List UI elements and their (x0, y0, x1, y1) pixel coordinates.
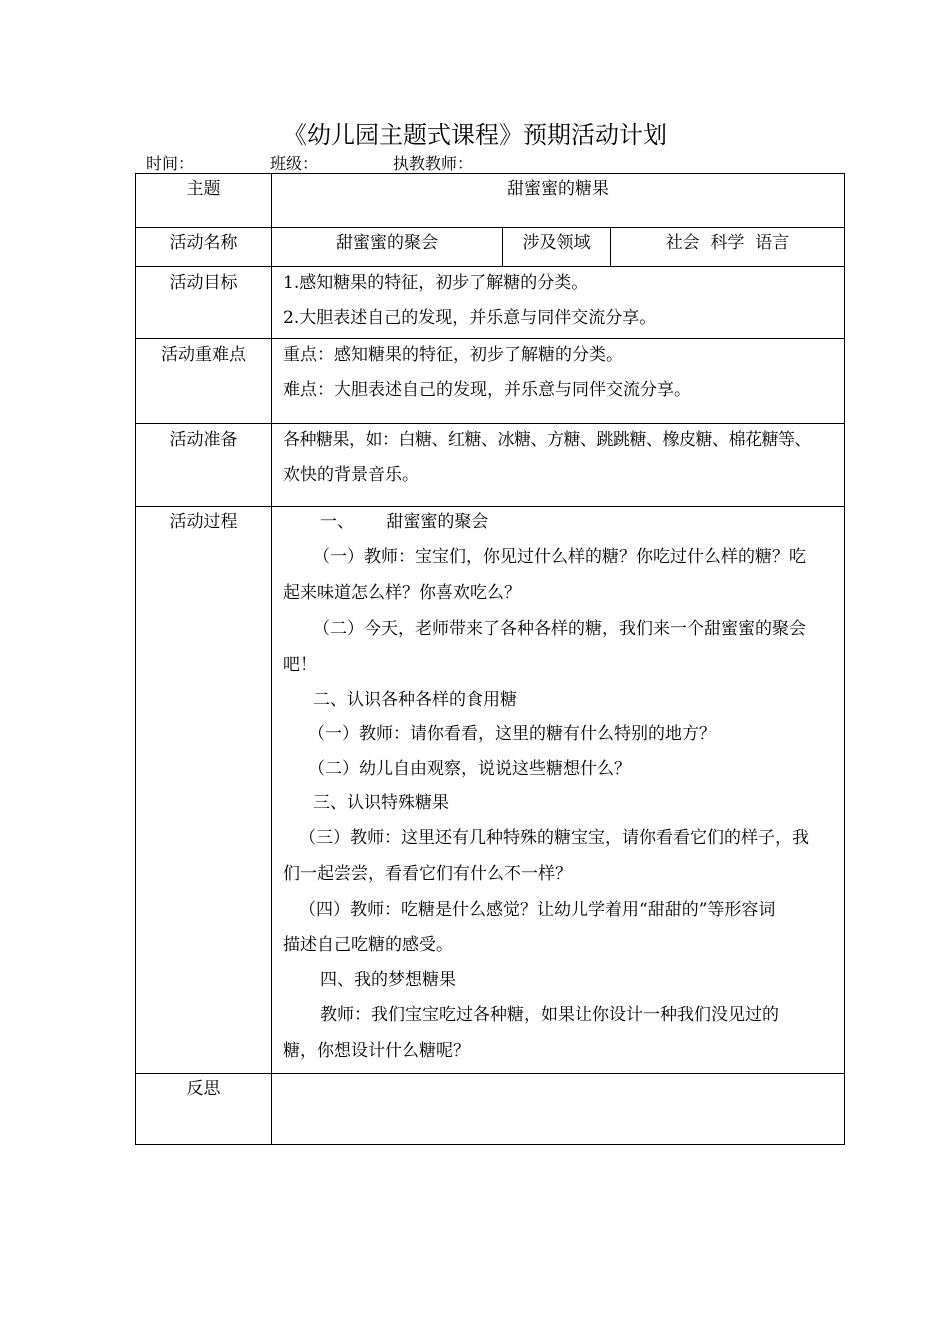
time-label: 时间： (146, 154, 195, 173)
process-line: （二）今天，老师带来了各种各样的糖，我们来一个甜蜜蜜的聚会 (313, 619, 806, 639)
process-line: 们一起尝尝，看看它们有什么不一样？ (283, 864, 572, 884)
table-column-divider (271, 173, 272, 1145)
reflection-label: 反思 (186, 1079, 221, 1099)
process-heading: 三、认识特殊糖果 (313, 793, 449, 813)
row-divider (135, 1073, 845, 1074)
row-divider (135, 266, 845, 267)
page-title: 《幼儿园主题式课程》预期活动计划 (283, 121, 667, 149)
class-label: 班级： (270, 154, 319, 173)
domain-value: 社会 科学 语言 (665, 233, 790, 253)
theme-value: 甜蜜蜜的糖果 (507, 179, 609, 199)
prep-line: 欢快的背景音乐。 (283, 465, 419, 485)
process-heading: 一、 甜蜜蜜的聚会 (320, 512, 489, 532)
process-line: （三）教师：这里还有几种特殊的糖宝宝，请你看看它们的样子，我 (299, 828, 809, 848)
process-line: 起来味道怎么样？你喜欢吃么？ (283, 583, 521, 603)
table-border-top (135, 173, 845, 174)
prep-line: 各种糖果，如：白糖、红糖、冰糖、方糖、跳跳糖、橡皮糖、棉花糖等、 (283, 430, 811, 450)
table-border-right (844, 173, 845, 1145)
row-divider (135, 506, 845, 507)
goals-label: 活动目标 (169, 273, 238, 293)
table-border-left (135, 173, 136, 1145)
process-heading: 二、认识各种各样的食用糖 (313, 690, 517, 710)
key-point-line: 重点：感知糖果的特征，初步了解糖的分类。 (283, 345, 623, 365)
goal-line: 1.感知糖果的特征，初步了解糖的分类。 (283, 273, 589, 293)
goal-line: 2.大胆表述自己的发现，并乐意与同伴交流分享。 (283, 308, 657, 328)
key-points-label: 活动重难点 (161, 345, 246, 365)
domain-label: 涉及领域 (522, 233, 591, 253)
row-divider (135, 227, 845, 228)
process-line: （一）教师：宝宝们，你见过什么样的糖？你吃过什么样的糖？吃 (313, 547, 806, 567)
prep-label: 活动准备 (169, 430, 238, 450)
process-line: 描述自己吃糖的感受。 (283, 935, 453, 955)
theme-label: 主题 (186, 179, 221, 199)
process-line: 糖，你想设计什么糖呢？ (283, 1041, 470, 1061)
table-border-bottom (135, 1144, 845, 1145)
process-line: 吧！ (283, 655, 317, 675)
row-divider (135, 423, 845, 424)
difficulty-line: 难点：大胆表述自己的发现，并乐意与同伴交流分享。 (283, 380, 691, 400)
process-label: 活动过程 (169, 512, 238, 532)
process-line: 教师：我们宝宝吃过各种糖，如果让你设计一种我们没见过的 (320, 1005, 779, 1025)
teacher-label: 执教教师： (393, 154, 474, 173)
process-line: （二）幼儿自由观察，说说这些糖想什么？ (308, 759, 631, 779)
process-line: （一）教师：请你看看，这里的糖有什么特别的地方？ (308, 724, 716, 744)
activity-name-label: 活动名称 (169, 233, 238, 253)
process-line: （四）教师：吃糖是什么感觉？让幼儿学着用“甜甜的”等形容词 (299, 900, 776, 920)
row-divider (135, 338, 845, 339)
activity-name-value: 甜蜜蜜的聚会 (336, 233, 438, 253)
process-heading: 四、我的梦想糖果 (320, 970, 456, 990)
